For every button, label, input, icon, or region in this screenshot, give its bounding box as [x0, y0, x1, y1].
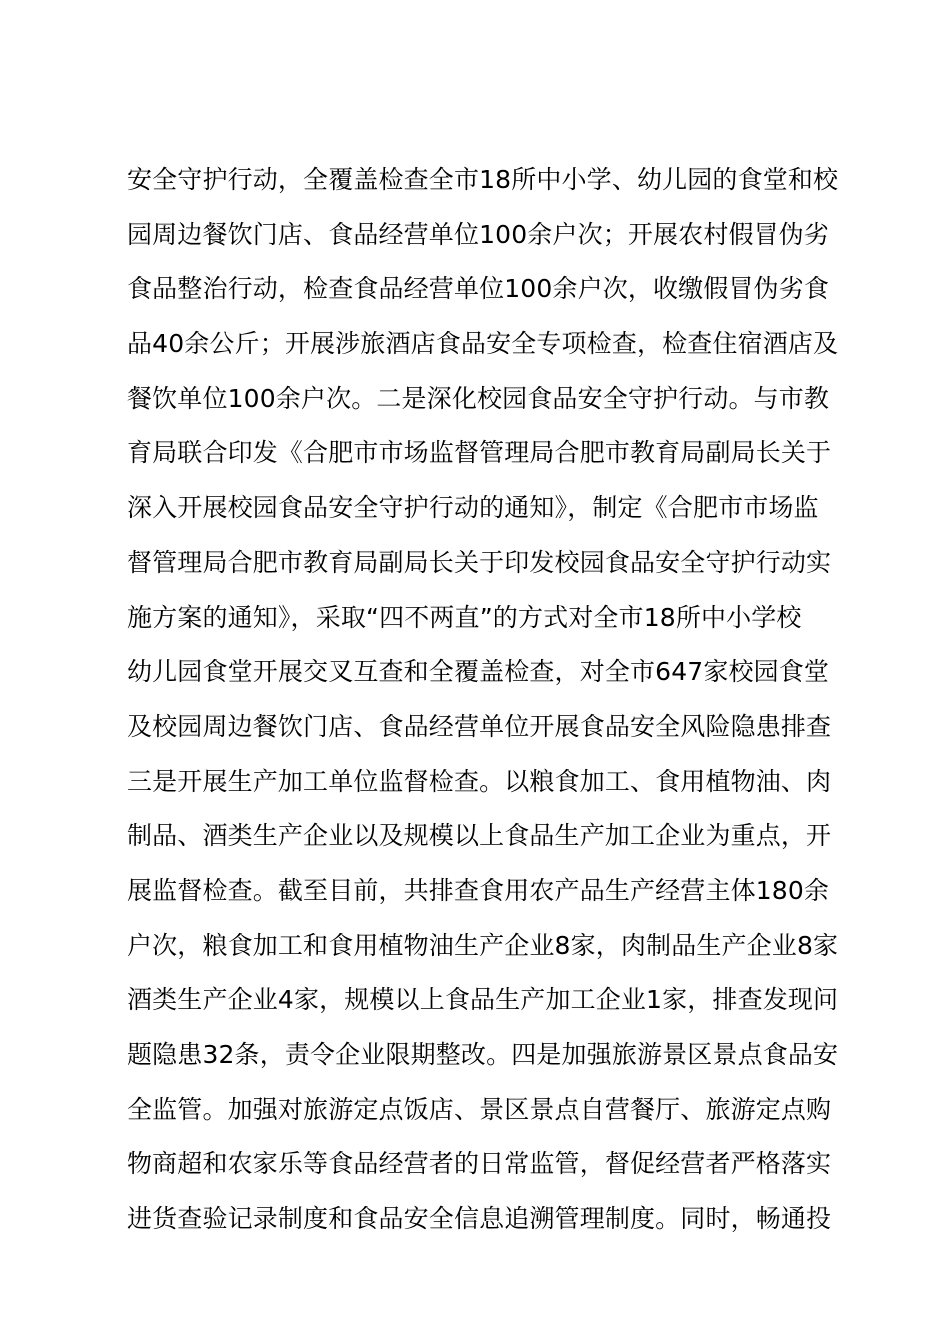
- text-line: 户次，粮食加工和食用植物油生产企业8家，肉制品生产企业8家: [127, 930, 839, 960]
- text-line: 园周边餐饮门店、食品经营单位100余户次；开展农村假冒伪劣: [127, 219, 830, 249]
- text-line: 育局联合印发《合肥市市场监督管理局合肥市教育局副局长关于: [127, 438, 832, 468]
- text-line: 制品、酒类生产企业以及规模以上食品生产加工企业为重点，开: [127, 821, 832, 851]
- text-line: 餐饮单位100余户次。二是深化校园食品安全守护行动。与市教: [127, 383, 830, 413]
- text-line: 展监督检查。截至目前，共排查食用农产品生产经营主体180余: [127, 875, 830, 905]
- text-line: 安全守护行动，全覆盖检查全市18所中小学、幼儿园的食堂和校: [127, 165, 839, 194]
- text-line: 品40余公斤；开展涉旅酒店食品安全专项检查，检查住宿酒店及: [127, 329, 839, 359]
- text-line: 幼儿园食堂开展交叉互查和全覆盖检查，对全市647家校园食堂: [127, 657, 830, 687]
- text-line: 进货查验记录制度和食品安全信息追溯管理制度。同时，畅通投: [127, 1204, 832, 1234]
- text-line: 全监管。加强对旅游定点饭店、景区景点自营餐厅、旅游定点购: [127, 1094, 832, 1124]
- text-line: 题隐患32条，责令企业限期整改。四是加强旅游景区景点食品安: [127, 1040, 839, 1069]
- text-line: 食品整治行动，检查食品经营单位100余户次，收缴假冒伪劣食: [127, 274, 830, 304]
- text-line: 施方案的通知》，采取“四不两直”的方式对全市18所中小学校: [127, 602, 802, 632]
- text-line: 及校园周边餐饮门店、食品经营单位开展食品安全风险隐患排查: [127, 711, 832, 741]
- text-line: 三是开展生产加工单位监督检查。以粮食加工、食用植物油、肉: [127, 766, 832, 796]
- text-line: 深入开展校园食品安全守护行动的通知》，制定《合肥市市场监: [127, 493, 819, 523]
- text-line: 督管理局合肥市教育局副局长关于印发校园食品安全守护行动实: [127, 547, 832, 577]
- body-paragraph: [127, 165, 857, 1247]
- text-line: 酒类生产企业4家，规模以上食品生产加工企业1家，排查发现问: [127, 985, 839, 1015]
- text-line: 物商超和农家乐等食品经营者的日常监管，督促经营者严格落实: [127, 1149, 832, 1179]
